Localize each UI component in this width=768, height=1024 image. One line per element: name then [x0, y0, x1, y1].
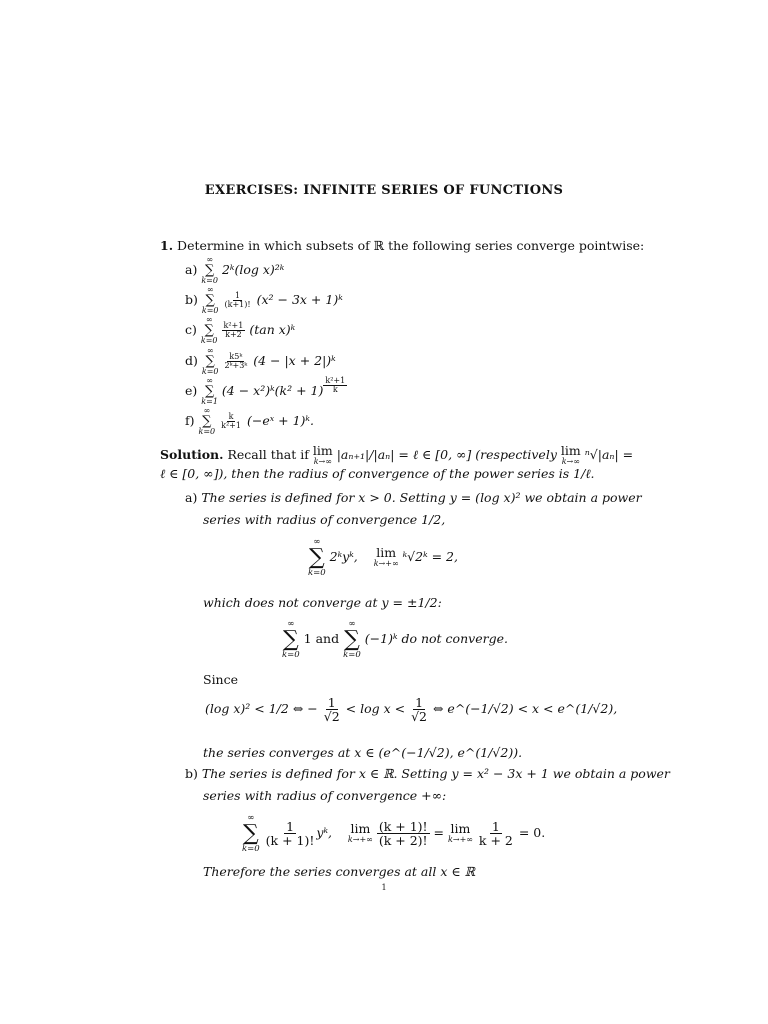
solution-label: Solution.	[160, 446, 224, 462]
limit: lim k→+∞	[448, 821, 473, 844]
solution-b-line1	[185, 766, 670, 781]
sum-symbol: ∞ ∑ k=1	[201, 376, 218, 406]
fraction: $\frac{1}{√2}$	[411, 695, 427, 725]
fraction: $\frac{1}{k + 2}$	[478, 818, 513, 848]
item-expression: 2ᵏ(log x)²ᵏ	[221, 262, 285, 277]
sum-symbol: ∞ ∑ k=0	[242, 813, 260, 854]
solution-intro-line2: ℓ ∈ [0, ∞]), then the radius of convergence of the power series is 1/ℓ.	[160, 466, 595, 481]
text: |aₙ₊₁|/|aₙ| = ℓ ∈ [0, ∞] (respectively	[336, 446, 557, 462]
solution-a-line1	[185, 490, 642, 505]
text: The series is defined for x > 0. Setting y = (log x)² we obtain a power	[201, 490, 642, 505]
problem-number: 1.	[160, 238, 174, 253]
text: ⁿ√|aₙ| =	[584, 446, 634, 462]
limit: lim k→∞	[312, 443, 333, 466]
exponent-fraction: $\frac{\text{k²+1}}{k}$	[325, 376, 346, 395]
text: =	[433, 825, 445, 840]
page-number: 1	[381, 883, 387, 892]
sum-symbol: ∞ ∑ k=0	[282, 619, 300, 660]
solution-a-line2: series with radius of convergence 1/2,	[203, 512, 446, 527]
item-label: b)	[185, 766, 198, 781]
item-label: b)	[185, 292, 198, 307]
item-expression: (−eˣ + 1)ᵏ.	[246, 413, 314, 428]
page-title: EXERCISES: INFINITE SERIES OF FUNCTIONS	[204, 183, 564, 198]
text: 2ᵏyᵏ,	[329, 549, 358, 564]
item-label: a)	[185, 262, 198, 277]
solution-b-line3: Therefore the series converges at all x ∈ ℝ	[203, 864, 475, 879]
item-c	[185, 316, 295, 345]
fraction: $\frac{\text{k²+1}}{k+2}$	[223, 320, 244, 339]
solution-a-equation1	[308, 538, 458, 577]
text: (−1)ᵏ do not converge.	[364, 631, 508, 646]
fraction: $\frac{1}{(k+1)!}$	[224, 290, 251, 309]
sum-symbol: ∞ ∑ k=0	[198, 406, 216, 436]
text: = 0.	[518, 825, 546, 840]
sum-symbol: ∞ ∑ k=0	[200, 315, 218, 345]
item-b	[185, 286, 343, 315]
sum-symbol: ∞ ∑ k=0	[201, 285, 219, 315]
text: The series is defined for x ∈ ℝ. Setting y = x² − 3x + 1 we obtain a power	[201, 766, 670, 781]
text: (log x)² < 1/2 ⇔ −	[205, 701, 318, 717]
sum-symbol: ∞ ∑ k=0	[343, 619, 361, 660]
sum-symbol: ∞ ∑ k=0	[308, 537, 326, 578]
item-label: e)	[185, 383, 198, 398]
solution-b-line2: series with radius of convergence +∞:	[203, 788, 447, 803]
problem-text: Determine in which subsets of ℝ the following series converge pointwise:	[177, 238, 645, 253]
sum-symbol: ∞ ∑ k=0	[201, 346, 219, 376]
item-label: a)	[185, 490, 198, 505]
item-a	[185, 256, 284, 285]
limit: lim k→∞	[560, 443, 581, 466]
fraction: $\frac{(k + 1)!}{(k + 2)!}$	[378, 818, 428, 848]
solution-a-equation3	[205, 696, 617, 723]
item-expression: (4 − x²)ᵏ(k² + 1)	[221, 383, 324, 398]
solution-a-line4: the series converges at x ∈ (e^(−1/√2), e^(1/√2)).	[203, 745, 523, 760]
problem-statement	[160, 238, 644, 253]
solution-intro-line1	[160, 445, 633, 466]
item-label: c)	[185, 322, 197, 337]
fraction: $\frac{k}{\text{k²+1}}$	[221, 411, 241, 430]
item-label: f)	[185, 413, 195, 428]
solution-a-line3: which does not converge at y = ±1/2:	[203, 595, 442, 610]
item-e	[185, 377, 347, 406]
solution-a-equation2	[282, 620, 508, 659]
solution-b-equation	[242, 814, 545, 853]
item-expression: (4 − |x + 2|)ᵏ	[253, 353, 336, 368]
fraction: $\frac{1}{√2}$	[323, 695, 340, 725]
text: 1 and	[303, 631, 340, 646]
text: Recall that if	[227, 446, 309, 462]
limit: lim k→+∞	[347, 821, 373, 844]
fraction: $\frac{1}{(k + 1)!}$	[265, 818, 315, 848]
item-d	[185, 347, 336, 376]
item-expression: (tan x)ᵏ	[249, 322, 296, 337]
fraction: $\frac{\text{k5ᵏ}}{\text{2ᵏ+3ᵏ}}$	[224, 351, 248, 370]
text: < log x <	[345, 701, 406, 717]
item-f	[185, 407, 314, 436]
text: ⇔ e^(−1/√2) < x < e^(1/√2),	[432, 701, 618, 717]
item-label: d)	[185, 353, 198, 368]
sum-symbol: ∞ ∑ k=0	[201, 255, 218, 285]
limit: lim k→+∞	[373, 545, 399, 568]
solution-a-since: Since	[203, 672, 239, 687]
text: yᵏ,	[316, 825, 333, 840]
text: ᵏ√2ᵏ = 2,	[402, 549, 458, 564]
item-expression: (x² − 3x + 1)ᵏ	[256, 292, 343, 307]
